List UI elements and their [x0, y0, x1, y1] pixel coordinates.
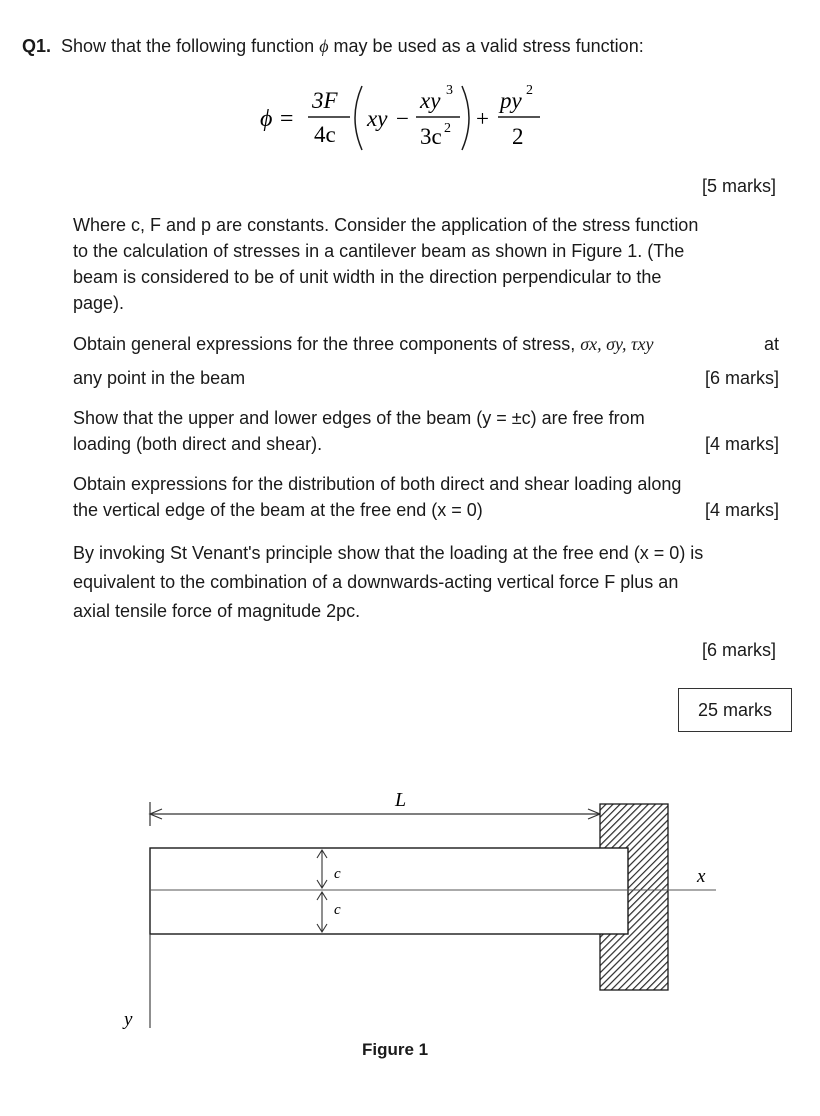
term-xy: xy: [367, 106, 388, 131]
frac3-numerator-exp: 2: [526, 83, 533, 98]
part-d-paragraph: [73, 539, 785, 626]
part-c-line-1: [73, 471, 779, 497]
figure-caption: Figure 1: [362, 1040, 429, 1059]
part-b-text: Show that the upper and lower edges of the beam (y = ±c) are free from: [73, 408, 645, 428]
label-y: y: [124, 1009, 133, 1030]
part-a-line-1: [73, 331, 779, 357]
intro-paragraph: [73, 212, 785, 316]
frac3-numerator: py: [500, 88, 522, 113]
question-prompt-after: may be used as a valid stress function:: [333, 36, 644, 56]
part-d-line-2: equivalent to the combination of a downwards-acting vertical force F plus an: [73, 572, 679, 592]
phi-symbol: ϕ: [319, 36, 329, 56]
equation-lhs: ϕ =: [260, 106, 295, 132]
frac2-denominator: 3c: [420, 124, 442, 149]
intro-line-2: to the calculation of stresses in a cantilever beam as shown in Figure 1. (The: [73, 241, 685, 261]
frac1-numerator: 3F: [312, 88, 338, 113]
part-d-marks: [6 marks]: [701, 640, 776, 660]
part-b-marks: [4 marks]: [704, 434, 779, 454]
question-title: [22, 36, 644, 57]
stress-symbols: σx, σy, τxy: [580, 334, 654, 354]
left-paren: [355, 86, 362, 150]
frac1-denominator: 4c: [314, 122, 336, 147]
part-c-marks: [4 marks]: [704, 500, 779, 520]
question-prompt-before: Show that the following function: [61, 36, 315, 56]
question-number: Q1.: [22, 36, 52, 56]
total-marks: 25 marks: [697, 699, 773, 720]
total-marks-box: [678, 688, 792, 732]
frac3-denominator: 2: [512, 124, 524, 149]
part-a-text: Obtain general expressions for the three components of stress,: [73, 334, 576, 354]
part-a-marks: [6 marks]: [704, 368, 779, 388]
frac2-numerator-exp: 3: [446, 83, 453, 98]
part-d-line-3: axial tensile force of magnitude 2pc.: [73, 601, 361, 621]
label-c-lower: c: [334, 902, 341, 918]
part-b-line-2: [73, 431, 779, 457]
label-L: L: [395, 789, 407, 811]
part-a-at: at: [763, 334, 779, 354]
part-a-text-2: any point in the beam: [73, 368, 246, 388]
intro-line-3: beam is considered to be of unit width in the direction perpendicular to the: [73, 267, 662, 287]
part-c-text-2: the vertical edge of the beam at the free end (x = 0): [73, 500, 483, 520]
part-c-text: Obtain expressions for the distribution of both direct and shear loading along: [73, 474, 682, 494]
marks-5: [5 marks]: [701, 176, 776, 196]
frac2-numerator: xy: [420, 88, 441, 113]
part-c-line-2: [73, 497, 779, 523]
part-d-line-1: By invoking St Venant's principle show that the loading at the free end (x = 0) is: [73, 543, 704, 563]
part-b-text-2: loading (both direct and shear).: [73, 434, 323, 454]
cantilever-figure: [0, 780, 820, 1040]
right-paren: [462, 86, 469, 150]
intro-line-1: Where c, F and p are constants. Consider the application of the stress function: [73, 215, 699, 235]
plus-sign: +: [476, 106, 489, 131]
beam: [150, 848, 628, 934]
intro-line-4: page).: [73, 293, 125, 313]
frac2-denominator-exp: 2: [444, 121, 451, 136]
part-b-line-1: [73, 405, 779, 431]
minus-sign: −: [396, 106, 409, 131]
label-x: x: [697, 866, 706, 887]
stress-function-equation: [250, 78, 570, 158]
part-a-line-2: [73, 365, 779, 391]
label-c-upper: c: [334, 866, 341, 882]
